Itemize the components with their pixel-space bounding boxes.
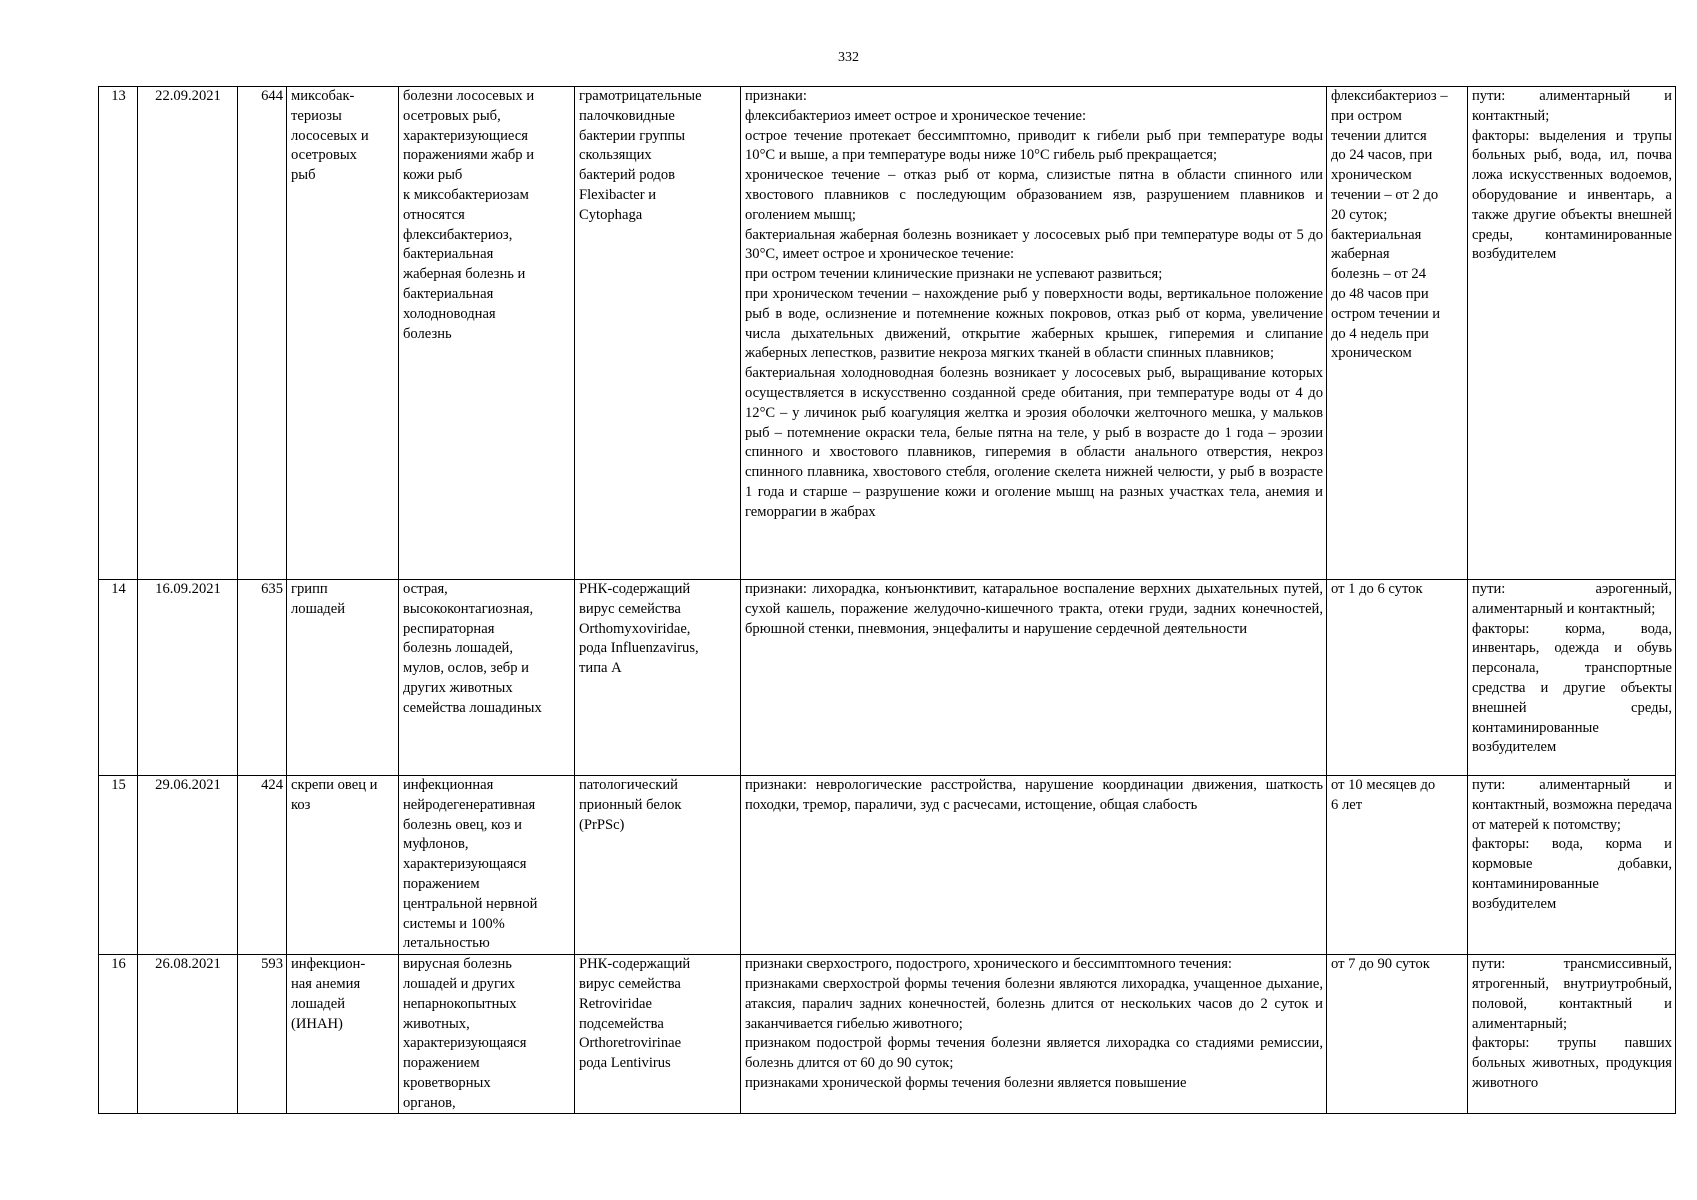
disease-name xyxy=(287,87,399,580)
agent-line: РНК-содержащий xyxy=(579,581,691,597)
definition-line: острая, xyxy=(403,581,448,597)
disease-name xyxy=(287,580,399,776)
page-number: 332 xyxy=(838,50,859,65)
agent-line: вирус семейства xyxy=(579,975,681,992)
row-code: 593 xyxy=(238,955,287,1114)
definition-line: характеризующаяся xyxy=(403,1035,527,1052)
incubation-line: от 1 до 6 суток xyxy=(1331,581,1423,597)
definition-line: бактериальная xyxy=(403,285,494,302)
definition-line: непарнокопытных xyxy=(403,995,517,1012)
agent-line: Orthomyxoviridae, xyxy=(579,620,691,637)
ways-line: факторы: вода, корма и кормовые добавки, контаминированные возбудителем xyxy=(1472,836,1672,912)
signs-line: при остром течении клинические признаки не успевают развиться; xyxy=(745,266,1163,283)
row-number: 14 xyxy=(99,580,138,776)
signs-line: признаки: неврологические расстройства, нарушение координации движения, шаткость походки, тремор, параличи, зуд с расчесами, истощение, общая слабость xyxy=(745,777,1323,813)
table-row xyxy=(99,580,1676,776)
definition-line: системы и 100% xyxy=(403,915,505,932)
agent-line: рода Lentivirus xyxy=(579,1055,671,1072)
row-code: 424 xyxy=(238,776,287,955)
definition-line: осетровых рыб, xyxy=(403,107,501,124)
agent-line: прионный белок xyxy=(579,796,682,813)
definition-line: респираторная xyxy=(403,620,495,637)
transmission-ways xyxy=(1468,87,1676,580)
disease-name xyxy=(287,776,399,955)
agent-line: патологический xyxy=(579,777,678,793)
agent-line: Cytophaga xyxy=(579,206,643,223)
row-number: 13 xyxy=(99,87,138,580)
incubation-line: течении длится xyxy=(1331,127,1427,144)
definition-line: болезнь лошадей, xyxy=(403,640,514,657)
definition-line: поражениями жабр и xyxy=(403,147,535,164)
disease-agent xyxy=(575,87,741,580)
definition-line: муфлонов, xyxy=(403,836,469,853)
disease-definition xyxy=(399,87,575,580)
agent-line: рода Influenzavirus, xyxy=(579,640,699,657)
disease-agent xyxy=(575,580,741,776)
table-row xyxy=(99,776,1676,955)
incubation-line: при остром xyxy=(1331,107,1402,124)
name-line: ная анемия xyxy=(291,975,361,992)
row-date: 26.08.2021 xyxy=(138,955,238,1114)
disease-definition xyxy=(399,580,575,776)
incubation-line: до 24 часов, при xyxy=(1331,147,1433,164)
definition-line: вирусная болезнь xyxy=(403,956,512,973)
incubation-line: бактериальная xyxy=(1331,226,1422,243)
agent-line: вирус семейства xyxy=(579,600,681,617)
name-line: рыб xyxy=(291,167,316,184)
agent-line: грамотрицательные xyxy=(579,88,702,104)
row-number: 16 xyxy=(99,955,138,1114)
ways-line: пути: алиментарный и контактный, возможна передача от матерей к потомству; xyxy=(1472,777,1672,833)
definition-line: высококонтагиозная, xyxy=(403,600,534,617)
name-line: скрепи овец и xyxy=(291,777,378,793)
disease-agent xyxy=(575,776,741,955)
definition-line: кожи рыб xyxy=(403,167,463,184)
definition-line: центральной нервной xyxy=(403,895,538,912)
name-line: коз xyxy=(291,796,311,813)
name-line: осетровых xyxy=(291,147,357,164)
ways-line: пути: алиментарный и контактный; xyxy=(1472,88,1672,124)
row-code: 635 xyxy=(238,580,287,776)
signs-line: признаком подострой формы течения болезни является лихорадка со стадиями ремиссии, болезнь длится от 60 до 90 суток; xyxy=(745,1035,1323,1072)
definition-line: болезни лососевых и xyxy=(403,88,535,104)
definition-line: холодноводная xyxy=(403,305,496,322)
name-line: териозы xyxy=(291,107,342,124)
ways-line: пути: аэрогенный, алиментарный и контактный; xyxy=(1472,581,1672,617)
name-line: миксобак- xyxy=(291,88,355,104)
disease-definition xyxy=(399,955,575,1114)
incubation-period xyxy=(1327,776,1468,955)
signs-line: бактериальная холодноводная болезнь возникает у лососевых рыб, выращивание которых осуществляется в искусственно созданной среде обитания, при температуре воды от 4 до 12°С – у личинок рыб коагуляция желтка и эрозия оболочки желточного мешка, у мальков рыб – потемнение окраски тела, белые пятна на теле, у рыб в возрасте до 1 года – эрозии спинного и хвостового плавников, гиперемия в области анального отверстия, некроз спинного плавника, хвостового стебля, оголение скелета нижней челюсти, у рыб в возрасте 1 года и старше – разрушение кожи и оголение мышц на разных участках тела, анемия и геморрагии в жабрах xyxy=(745,365,1323,520)
incubation-line: хроническом xyxy=(1331,345,1412,362)
name-line: лошадей xyxy=(291,995,346,1012)
row-date: 16.09.2021 xyxy=(138,580,238,776)
disease-signs xyxy=(741,776,1327,955)
name-line: инфекцион- xyxy=(291,956,366,973)
incubation-line: болезнь – от 24 xyxy=(1331,266,1427,283)
incubation-line: от 7 до 90 суток xyxy=(1331,956,1430,973)
agent-line: РНК-содержащий xyxy=(579,956,691,973)
incubation-period xyxy=(1327,955,1468,1114)
signs-line: признаками хронической формы течения болезни является повышение xyxy=(745,1074,1187,1091)
signs-line: признаки сверхострого, подострого, хронического и бессимптомного течения: xyxy=(745,956,1232,973)
agent-line: бактерии группы xyxy=(579,127,686,144)
signs-line: признаками сверхострой формы течения болезни являются лихорадка, учащенное дыхание, атаксия, паралич задних конечностей, болезнь длится от нескольких часов до 2 суток и заканчивается гибелью животного; xyxy=(745,975,1323,1032)
definition-line: летальностью xyxy=(403,935,490,952)
ways-line: факторы: корма, вода, инвентарь, одежда и обувь персонала, транспортные средства и другие объекты внешней среды, контаминированные возбудителем xyxy=(1472,620,1672,756)
transmission-ways xyxy=(1468,580,1676,776)
agent-line: (PrPSc) xyxy=(579,816,625,833)
signs-line: острое течение протекает бессимптомно, приводит к гибели рыб при температуре воды 10°С и выше, а при температуре воды ниже 10°С гибель рыб прекращается; xyxy=(745,127,1323,164)
row-code: 644 xyxy=(238,87,287,580)
ways-line: факторы: трупы павших больных животных, продукция животного xyxy=(1472,1035,1672,1091)
disease-signs xyxy=(741,87,1327,580)
definition-line: бактериальная xyxy=(403,246,494,263)
definition-line: характеризующиеся xyxy=(403,127,528,144)
definition-line: мулов, ослов, зебр и xyxy=(403,660,529,677)
signs-line: признаки: лихорадка, конъюнктивит, катаральное воспаление верхних дыхательных путей, сухой кашель, поражение желудочно-кишечного тракта, отеки груди, задних конечностей, брюшной стенки, пневмония, энцефалиты и нарушение сердечной деятельности xyxy=(745,581,1323,637)
agent-line: палочковидные xyxy=(579,107,675,124)
disease-register-table xyxy=(98,86,1676,1114)
row-number: 15 xyxy=(99,776,138,955)
transmission-ways xyxy=(1468,776,1676,955)
table-row xyxy=(99,955,1676,1114)
incubation-period xyxy=(1327,580,1468,776)
definition-line: инфекционная xyxy=(403,777,494,793)
incubation-line: 6 лет xyxy=(1331,796,1363,813)
table-row xyxy=(99,87,1676,580)
definition-line: к миксобактериозам xyxy=(403,186,529,203)
agent-line: типа А xyxy=(579,660,622,677)
definition-line: лошадей и других xyxy=(403,975,516,992)
definition-line: других животных xyxy=(403,679,513,696)
transmission-ways xyxy=(1468,955,1676,1114)
agent-line: скользящих xyxy=(579,147,652,164)
agent-line: Flexibacter и xyxy=(579,186,657,203)
signs-line: бактериальная жаберная болезнь возникает у лососевых рыб при температуре воды от 5 до 30°С, имеет острое и хроническое течение: xyxy=(745,226,1323,263)
signs-line: флексибактериоз имеет острое и хроническое течение: xyxy=(745,107,1086,124)
disease-name xyxy=(287,955,399,1114)
name-line: (ИНАН) xyxy=(291,1015,343,1032)
disease-definition xyxy=(399,776,575,955)
agent-line: бактерий родов xyxy=(579,167,676,184)
incubation-line: течении – от 2 до xyxy=(1331,186,1439,203)
definition-line: животных, xyxy=(403,1015,470,1032)
incubation-line: от 10 месяцев до xyxy=(1331,777,1436,793)
name-line: грипп xyxy=(291,581,328,597)
disease-signs xyxy=(741,580,1327,776)
definition-line: семейства лошадиных xyxy=(403,699,542,716)
definition-line: нейродегенеративная xyxy=(403,796,536,813)
incubation-line: до 48 часов при xyxy=(1331,285,1429,302)
definition-line: органов, xyxy=(403,1094,456,1111)
ways-line: пути: трансмиссивный, ятрогенный, внутриутробный, половой, контактный и алиментарный; xyxy=(1472,956,1672,1032)
incubation-line: флексибактериоз – xyxy=(1331,88,1448,104)
name-line: лошадей xyxy=(291,600,346,617)
signs-line: хроническое течение – отказ рыб от корма, слизистые пятна в области спинного или хвостового плавников с последующим образованием язв, разрушением плавников и оголением мышц; xyxy=(745,167,1323,223)
disease-signs xyxy=(741,955,1327,1114)
incubation-line: жаберная xyxy=(1331,246,1390,263)
definition-line: поражением xyxy=(403,1055,480,1072)
definition-line: относятся xyxy=(403,206,465,223)
ways-line: факторы: выделения и трупы больных рыб, вода, ил, почва ложа искусственных водоемов, оборудование и инвентарь, а также другие объекты внешней среды, контаминированные возбудителем xyxy=(1472,127,1672,263)
signs-line: при хроническом течении – нахождение рыб у поверхности воды, вертикальное положение рыб в воде, ослизнение и потемнение кожных покровов, отказ рыб от корма, увеличение числа дыхательных движений, открытие жаберных крышек, гиперемия и слипание жаберных лепестков, развитие некроза мягких тканей в области спинных плавников; xyxy=(745,285,1323,362)
agent-line: Orthoretrovirinae xyxy=(579,1035,682,1052)
incubation-line: остром течении и xyxy=(1331,305,1441,322)
row-date: 29.06.2021 xyxy=(138,776,238,955)
agent-line: подсемейства xyxy=(579,1015,664,1032)
disease-agent xyxy=(575,955,741,1114)
row-date: 22.09.2021 xyxy=(138,87,238,580)
definition-line: болезнь овец, коз и xyxy=(403,816,522,833)
definition-line: болезнь xyxy=(403,325,452,342)
incubation-line: хроническом xyxy=(1331,167,1412,184)
definition-line: флексибактериоз, xyxy=(403,226,513,243)
incubation-period xyxy=(1327,87,1468,580)
signs-line: признаки: xyxy=(745,88,807,104)
definition-line: кроветворных xyxy=(403,1074,491,1091)
name-line: лососевых и xyxy=(291,127,369,144)
incubation-line: 20 суток; xyxy=(1331,206,1388,223)
definition-line: жаберная болезнь и xyxy=(403,266,526,283)
definition-line: характеризующаяся xyxy=(403,856,527,873)
definition-line: поражением xyxy=(403,875,480,892)
incubation-line: до 4 недель при xyxy=(1331,325,1429,342)
agent-line: Retroviridae xyxy=(579,995,652,1012)
